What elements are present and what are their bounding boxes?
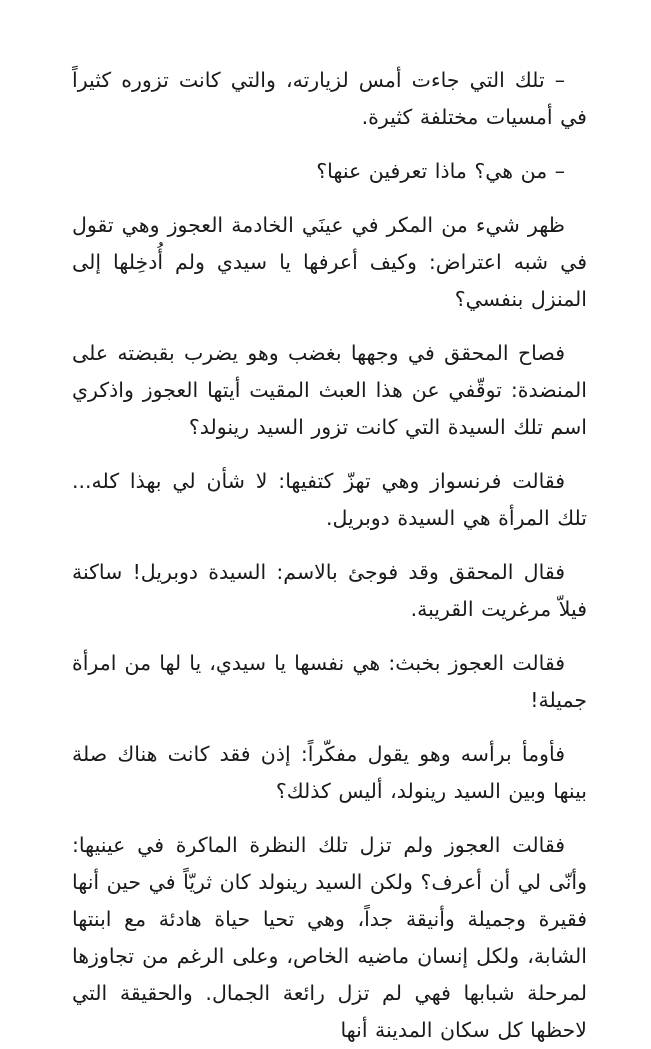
paragraph-2: – من هي؟ ماذا تعرفين عنها؟ (316, 159, 565, 183)
paragraph-8: فأومأ برأسه وهو يقول مفكّراً: إذن فقد كانت هناك صلة بينها وبين السيد رينولد، أليس كذلك؟ (72, 742, 587, 803)
paragraph-4: فصاح المحقق في وجهها بغضب وهو يضرب بقبضته على المنضدة: توقّفي عن هذا العبث المقيت أيتها العجوز واذكري اسم تلك السيدة التي كانت تزور السيد رينولد؟ (72, 341, 587, 439)
paragraph-5: فقالت فرنسواز وهي تهزّ كتفيها: لا شأن لي بهذا كله... تلك المرأة هي السيدة دوبريل. (72, 469, 587, 530)
paragraph-7: فقالت العجوز بخبث: هي نفسها يا سيدي، يا لها من امرأة جميلة! (72, 651, 587, 712)
paragraph-9: فقالت العجوز ولم تزل تلك النظرة الماكرة في عينيها: وأنّى لي أن أعرف؟ ولكن السيد رينولد كان ثريّاً في حين أنها فقيرة وجميلة وأنيقة جداً، وهي تحيا حياة هادئة مع ابنتها الشابة، ولكل إنسان ماضيه الخاص، وعلى الرغم من تجاوزها لمرحلة شبابها فهي لم تزل رائعة الجمال. والحقيقة التي لاحظها كل سكان المدينة أنها (72, 833, 587, 1042)
paragraph-1: – تلك التي جاءت أمس لزيارته، والتي كانت تزوره كثيراً في أمسيات مختلفة كثيرة. (72, 68, 587, 129)
paragraph-6: فقال المحقق وقد فوجئ بالاسم: السيدة دوبريل! ساكنة فيلاّ مرغريت القريبة. (72, 560, 587, 621)
paragraph-3: ظهر شيء من المكر في عينَي الخادمة العجوز وهي تقول في شبه اعتراض: وكيف أعرفها يا سيدي ولم أُدخِلها إلى المنزل بنفسي؟ (72, 213, 587, 311)
